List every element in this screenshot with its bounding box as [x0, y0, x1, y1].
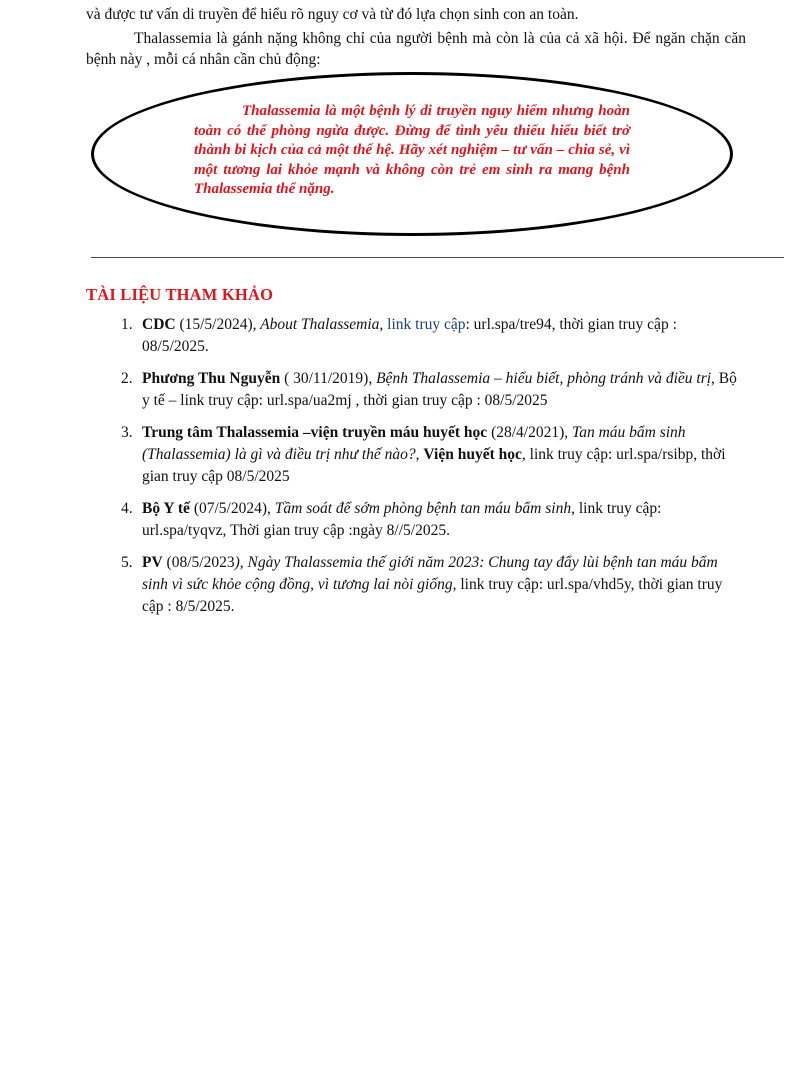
reference-number: 3.	[121, 424, 133, 441]
reference-author: Phương Thu Nguyễn	[142, 370, 281, 387]
reference-item	[121, 422, 742, 488]
reference-details: , link truy cập: url.spa/tyqvz, Thời gian truy cập :ngày 8//5/2025.	[142, 500, 662, 539]
reference-title: Tầm soát để sớm phòng bệnh tan máu bẩm sinh	[274, 500, 572, 517]
reference-title: ), Ngày Thalassemia thế giới năm 2023: Chung tay đẩy lùi bệnh tan máu bẩm sinh vì sức khỏe cộng đồng, vì tương lai nòi giống	[142, 554, 718, 593]
reference-date: (15/5/2024)	[175, 316, 253, 333]
reference-number: 5.	[121, 554, 133, 571]
reference-author: Bộ Y tế	[142, 500, 190, 517]
reference-item	[121, 368, 742, 412]
reference-item	[121, 498, 742, 542]
reference-date: (08/5/2023	[162, 554, 235, 571]
reference-link[interactable]: link truy cập	[383, 316, 466, 333]
reference-details: , Bộ y tế – link truy cập: url.spa/ua2mj , thời gian truy cập : 08/5/2025	[142, 370, 737, 409]
reference-date: (07/5/2024),	[189, 500, 275, 517]
references-list	[121, 314, 742, 628]
reference-number: 1.	[121, 316, 133, 333]
callout-text: Thalassemia là một bệnh lý di truyền nguy hiểm nhưng hoàn toàn có thể phòng ngừa được. Đừng để tình yêu thiếu hiểu biết trở thành bi kịch của cả một thế hệ. Hãy xét nghiệm – tư vấn – chia sẻ, vì một tương lai khỏe mạnh và không còn trẻ em sinh ra mang bệnh Thalassemia thể nặng.	[194, 103, 630, 197]
reference-details: , link truy cập: url.spa/vhd5y, thời gian truy cập : 8/5/2025.	[142, 576, 723, 615]
reference-title: Bệnh Thalassemia – hiểu biết, phòng tránh và điều trị	[376, 370, 712, 387]
reference-item	[121, 314, 742, 358]
reference-organization: Viện huyết học	[423, 446, 522, 463]
reference-date: ( 30/11/2019),	[280, 370, 377, 387]
reference-details: : url.spa/tre94, thời gian truy cập : 08/5/2025.	[142, 316, 677, 355]
references-heading: TÀI LIỆU THAM KHẢO	[86, 285, 274, 304]
section-divider	[91, 257, 784, 258]
reference-author: CDC	[142, 316, 176, 333]
reference-number: 2.	[121, 370, 133, 387]
reference-date: (28/4/2021),	[487, 424, 572, 441]
intro-paragraph: Thalassemia là gánh nặng không chỉ của người bệnh mà còn là của cả xã hội. Để ngăn chặn căn bệnh này , mỗi cá nhân cần chủ động:	[86, 30, 746, 68]
reference-details: , link truy cập: url.spa/rsibp, thời gian truy cập 08/5/2025	[142, 446, 726, 485]
reference-number: 4.	[121, 500, 133, 517]
reference-separator: ,	[415, 446, 424, 463]
reference-author: Trung tâm Thalassemia –viện truyền máu huyết học	[142, 424, 488, 441]
reference-title: , About Thalassemia,	[252, 316, 384, 333]
reference-author: PV	[142, 554, 163, 571]
reference-title: Tan máu bẩm sinh (Thalassemia) là gì và điều trị như thế nào?	[142, 424, 686, 463]
reference-item	[121, 552, 742, 618]
intro-line: và được tư vấn di truyền để hiểu rõ nguy cơ và từ đó lựa chọn sinh con an toàn.	[86, 6, 579, 23]
